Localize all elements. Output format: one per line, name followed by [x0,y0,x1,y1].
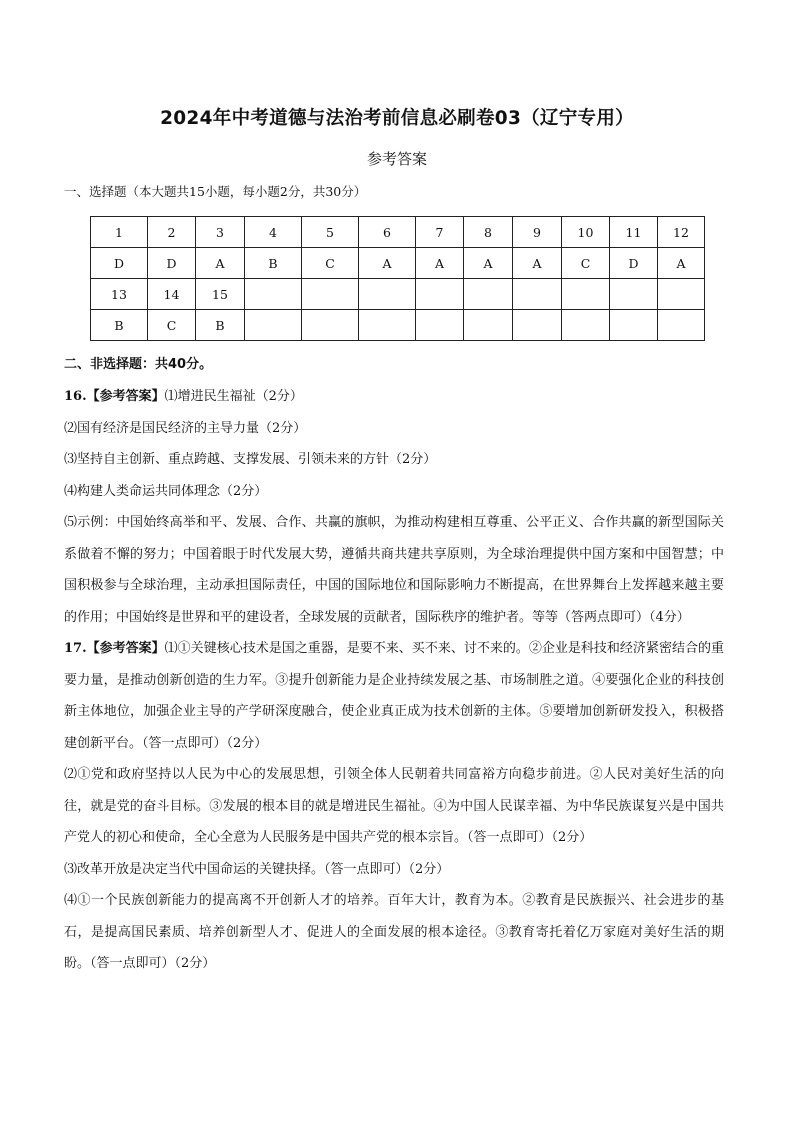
table-cell: D [148,248,196,279]
table-cell: B [245,248,302,279]
page-title: 2024年中考道德与法治考前信息必刷卷03（辽宁专用） [160,108,634,129]
table-cell [513,279,562,310]
table-cell: 1 [91,217,148,248]
table-cell: B [91,310,148,341]
table-row [91,248,705,279]
page-subtitle: 参考答案 [366,150,427,168]
section2-heading: 二、非选择题：共40分。 [64,357,213,372]
table-cell: A [513,248,562,279]
table-cell [416,279,464,310]
table-cell [513,310,562,341]
table-cell: 5 [302,217,359,248]
table-row [91,279,705,310]
table-cell [610,279,658,310]
table-cell: 7 [416,217,464,248]
answers-body [64,381,724,980]
table-cell: A [359,248,416,279]
table-cell [562,279,610,310]
table-cell [359,310,416,341]
table-cell: 9 [513,217,562,248]
table-cell [658,310,705,341]
table-cell [416,310,464,341]
table-cell: C [302,248,359,279]
table-cell: 10 [562,217,610,248]
q17-label: 17.【参考答案】 [64,641,165,656]
q16-label: 16.【参考答案】 [64,389,165,404]
table-cell: B [196,310,245,341]
table-cell: C [562,248,610,279]
table-cell: 14 [148,279,196,310]
table-cell: 15 [196,279,245,310]
table-cell: D [91,248,148,279]
answer-table [90,216,705,341]
table-cell: A [658,248,705,279]
q16-part4: ⑷构建人类命运共同体理念（2分） [64,483,268,499]
table-cell [359,279,416,310]
table-cell: A [416,248,464,279]
table-cell: 4 [245,217,302,248]
table-cell [464,310,513,341]
table-cell [302,310,359,341]
q17-part4: ⑷①一个民族创新能力的提高离不开创新人才的培养。百年大计，教育为本。②教育是民族振兴、社会进步的基石，是提高国民素质、培养创新型人才、促进人的全面发展的根本途径。③教育寄托着亿万家庭对美好生活的期盼。（答一点即可）（2分） [64,893,724,971]
table-cell [658,279,705,310]
section1-heading: 一、选择题（本大题共15小题，每小题2分，共30分） [64,184,367,199]
table-cell: 2 [148,217,196,248]
table-cell: A [464,248,513,279]
q17-part3: ⑶改革开放是决定当代中国命运的关键抉择。（答一点即可）（2分） [64,861,450,877]
q17-part1: 17.【参考答案】⑴①关键核心技术是国之重器，是要不来、买不来、讨不来的。②企业是科技和经济紧密结合的重要力量，是推动创新创造的生力军。③提升创新能力是企业持续发展之基、市场制胜之道。④要强化企业的科技创新主体地位，加强企业主导的产学研深度融合，使企业真正成为技术创新的主体。⑤要增加创新研发投入，积极搭建创新平台。（答一点即可）（2分） [64,641,724,751]
table-cell [245,279,302,310]
table-cell: 3 [196,217,245,248]
table-cell: 8 [464,217,513,248]
q17-part2: ⑵①党和政府坚持以人民为中心的发展思想，引领全体人民朝着共同富裕方向稳步前进。②人民对美好生活的向往，就是党的奋斗目标。③发展的根本目的就是增进民生福祉。④为中国人民谋幸福、为中华民族谋复兴是中国共产党人的初心和使命，全心全意为人民服务是中国共产党的根本宗旨。（答一点即可）（2分） [64,767,724,845]
table-cell [302,279,359,310]
table-cell: A [196,248,245,279]
table-cell: 6 [359,217,416,248]
table-row [91,310,705,341]
table-cell [464,279,513,310]
table-row [91,217,705,248]
table-cell [245,310,302,341]
table-cell [562,310,610,341]
table-cell: 11 [610,217,658,248]
table-cell: C [148,310,196,341]
q16-part5: ⑸示例：中国始终高举和平、发展、合作、共赢的旗帜，为推动构建相互尊重、公平正义、合作共赢的新型国际关系做着不懈的努力；中国着眼于时代发展大势，遵循共商共建共享原则，为全球治理提供中国方案和中国智慧；中国积极参与全球治理，主动承担国际责任，中国的国际地位和国际影响力不断提高，在世界舞台上发挥越来越主要的作用；中国始终是世界和平的建设者，全球发展的贡献者，国际秩序的维护者。等等（答两点即可）（4分） [64,515,724,625]
table-cell: 12 [658,217,705,248]
q16-part2: ⑵国有经济是国民经济的主导力量（2分） [64,420,307,436]
q16-part1: 16.【参考答案】⑴增进民生福祉（2分） [64,389,303,404]
table-cell [610,310,658,341]
q16-part3: ⑶坚持自主创新、重点跨越、支撑发展、引领未来的方针（2分） [64,452,437,467]
table-cell: D [610,248,658,279]
table-cell: 13 [91,279,148,310]
